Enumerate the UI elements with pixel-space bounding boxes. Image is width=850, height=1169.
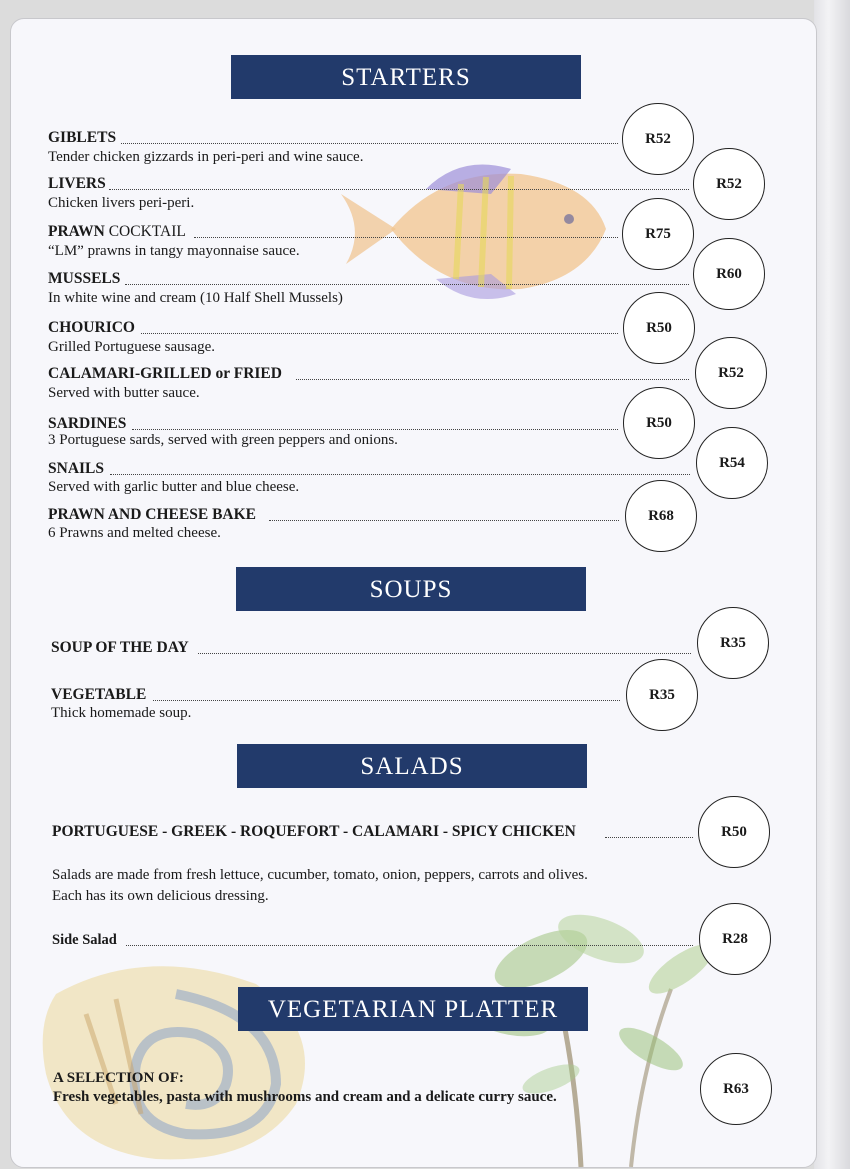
leader-dots xyxy=(121,143,618,144)
leader-dots xyxy=(194,237,618,238)
price-side-salad: R28 xyxy=(699,903,771,975)
item-desc-sardines: 3 Portuguese sards, served with green peppers and onions. xyxy=(48,432,398,448)
item-name-sardines: SARDINES xyxy=(48,415,127,432)
salads-description-line2: Each has its own delicious dressing. xyxy=(52,888,269,904)
item-desc-prawn-cheese-bake: 6 Prawns and melted cheese. xyxy=(48,525,221,541)
section-banner-starters: STARTERS xyxy=(231,55,581,99)
item-name-mussels: MUSSELS xyxy=(48,270,121,287)
item-name-livers: LIVERS xyxy=(48,175,106,192)
item-name-salads: PORTUGUESE - GREEK - ROQUEFORT - CALAMARI - SPICY CHICKEN xyxy=(52,823,576,840)
fish-illustration xyxy=(341,159,611,319)
leader-dots xyxy=(269,520,619,521)
leader-dots xyxy=(605,837,693,838)
vegetarian-description: Fresh vegetables, pasta with mushrooms and cream and a delicate curry sauce. xyxy=(53,1089,557,1105)
page-edge xyxy=(814,0,850,1169)
vegetarian-selection-heading: A SELECTION OF: xyxy=(53,1070,184,1086)
leader-dots xyxy=(296,379,689,380)
leader-dots xyxy=(132,429,618,430)
price-mussels: R60 xyxy=(693,238,765,310)
price-calamari: R52 xyxy=(695,337,767,409)
shell-illustration xyxy=(26,954,326,1164)
item-name-prawn-cheese-bake: PRAWN AND CHEESE BAKE xyxy=(48,506,256,523)
leader-dots xyxy=(126,945,693,946)
item-desc-prawn-cocktail: “LM” prawns in tangy mayonnaise sauce. xyxy=(48,243,300,259)
price-snails: R54 xyxy=(696,427,768,499)
item-desc-vegetable: Thick homemade soup. xyxy=(51,705,192,721)
item-name-cocktail: COCKTAIL xyxy=(104,223,186,240)
item-name-giblets: GIBLETS xyxy=(48,129,117,146)
item-name-soup-of-the-day: SOUP OF THE DAY xyxy=(51,639,189,656)
item-name-chourico: CHOURICO xyxy=(48,319,135,336)
item-name-side-salad: Side Salad xyxy=(52,932,117,948)
item-desc-calamari: Served with butter sauce. xyxy=(48,385,200,401)
price-vegetarian-platter: R63 xyxy=(700,1053,772,1125)
price-soup-of-the-day: R35 xyxy=(697,607,769,679)
leader-dots xyxy=(110,474,690,475)
leader-dots xyxy=(109,189,689,190)
price-giblets: R52 xyxy=(622,103,694,175)
price-livers: R52 xyxy=(693,148,765,220)
item-name-prawn-cocktail xyxy=(48,223,186,241)
leader-dots xyxy=(125,284,689,285)
item-desc-chourico: Grilled Portuguese sausage. xyxy=(48,339,216,355)
item-desc-snails: Served with garlic butter and blue cheese. xyxy=(48,479,300,495)
salads-description-line1: Salads are made from fresh lettuce, cucumber, tomato, onion, peppers, carrots and olives. xyxy=(52,867,588,883)
section-banner-salads: SALADS xyxy=(237,744,587,788)
leader-dots xyxy=(141,333,618,334)
price-salads: R50 xyxy=(698,796,770,868)
section-banner-vegetarian-platter: VEGETARIAN PLATTER xyxy=(238,987,588,1031)
item-desc-mussels: In white wine and cream (10 Half Shell Mussels) xyxy=(48,290,343,306)
item-desc-giblets: Tender chicken gizzards in peri-peri and wine sauce. xyxy=(48,149,364,165)
menu-page xyxy=(10,18,817,1168)
price-vegetable: R35 xyxy=(626,659,698,731)
section-banner-soups: SOUPS xyxy=(236,567,586,611)
item-desc-livers: Chicken livers peri-peri. xyxy=(48,195,195,211)
item-name-snails: SNAILS xyxy=(48,460,104,477)
price-prawn-cheese-bake: R68 xyxy=(625,480,697,552)
price-prawn-cocktail: R75 xyxy=(622,198,694,270)
item-name-prawn: PRAWN xyxy=(48,223,105,240)
price-chourico: R50 xyxy=(623,292,695,364)
leader-dots xyxy=(198,653,691,654)
item-name-vegetable: VEGETABLE xyxy=(51,686,147,703)
price-sardines: R50 xyxy=(623,387,695,459)
item-name-calamari: CALAMARI-GRILLED or FRIED xyxy=(48,365,282,382)
leader-dots xyxy=(153,700,620,701)
